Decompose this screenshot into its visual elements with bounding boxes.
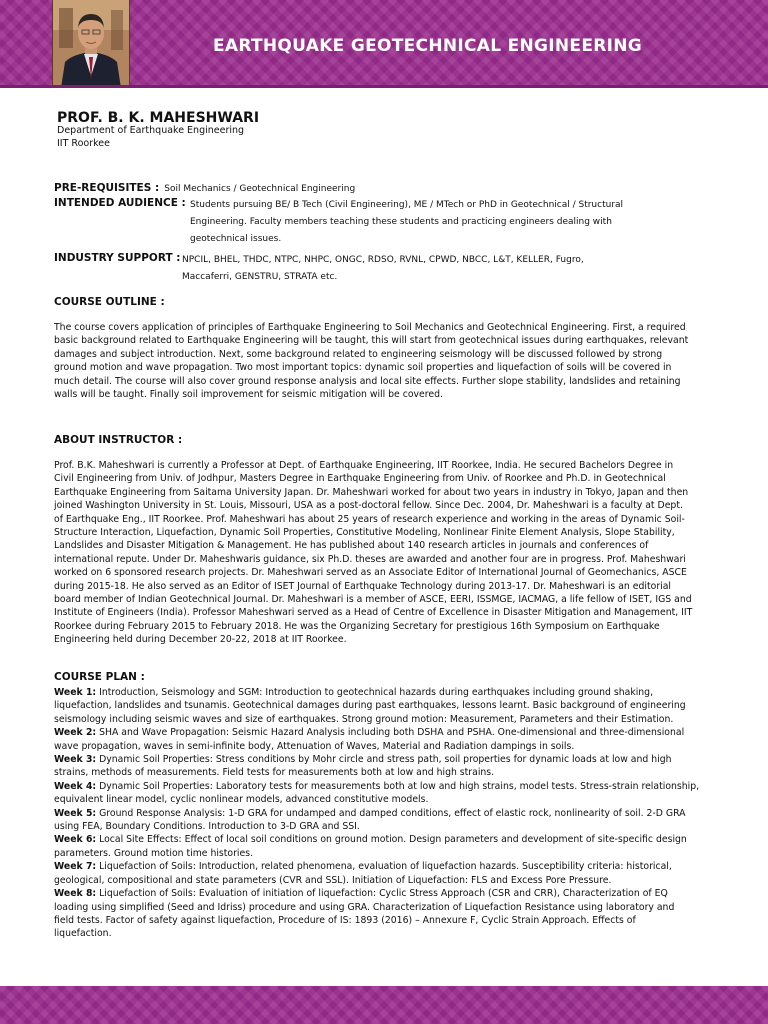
industry-label: INDUSTRY SUPPORT :: [54, 252, 181, 264]
week-text: Introduction, Seismology and SGM: Introduction to geotechnical hazards during earthquakes including ground shaking,: [96, 687, 654, 698]
week-label: Week 2:: [54, 727, 97, 739]
audience-text: [190, 197, 623, 248]
week-text: strains, methods of measurements. Field tests for measurements both at low and high strains.: [54, 767, 495, 779]
prerequisites-row: [54, 176, 355, 195]
week-1: [54, 686, 714, 726]
industry-line: Maccaferri, GENSTRU, STRATA etc.: [182, 272, 338, 282]
instructor-name: PROF. B. K. MAHESHWARI: [57, 110, 260, 126]
header-banner: [0, 0, 768, 88]
about-line: Institute of Engineers (India). Professor Maheshwari served as a Head of Centre of Excellence in Disaster Mitigation and Management, IIT: [54, 607, 693, 619]
portrait-image: [53, 0, 129, 88]
about-line: Structure Interaction, Liquefaction, Dynamic Soil Properties, Constitutive Modeling, Nonlinear Finite Element Analysis, Slope Stability,: [54, 527, 675, 539]
week-label: Week 5:: [54, 807, 97, 819]
about-line: Roorkee during February 2015 to February 2018. He was the Organizing Secretary for prestigious 16th Symposium on Earthquake: [54, 620, 660, 632]
about-line: Civil Engineering from Univ. of Jodhpur, Masters Degree in Earthquake Engineering from Univ. of Roorkee and Ph.D. in Geotechnical: [54, 473, 666, 485]
outline-line: ground motion and wave propagation. Two most important topics: dynamic soil properties and liquefaction of soils will be covered in: [54, 362, 672, 374]
outline-line: walls will be taught. Finally soil improvement for seismic mitigation will be covered.: [54, 389, 443, 401]
course-outline-text: [54, 321, 714, 401]
about-line: Prof. B.K. Maheshwari is currently a Professor at Dept. of Earthquake Engineering, IIT Roorkee, India. He secured Bachelors Degree in: [54, 460, 674, 471]
outline-line: much detail. The course will also cover ground response analysis and local site effects. Further slope stability, landslides and retaining: [54, 375, 681, 387]
week-text: geological, compositional and state parameters (CVR and SSL). Initiation of Liquefaction: FLS and Excess Pore Pressure.: [54, 874, 612, 886]
week-label: Week 1:: [54, 687, 97, 698]
about-line: joined Washington University in St. Louis, Missouri, USA as a post-doctoral fellow. Since Dec. 2004, Dr. Maheshwari is a faculty at Dept.: [54, 500, 683, 512]
week-text: equivalent linear model, cyclic nonlinear models, advanced constitutive models.: [54, 794, 429, 806]
week-label: Week 4:: [54, 780, 97, 792]
week-text: wave propagation, waves in semi-infinite body, Attenuation of Waves, Material and Radiation dampings in soils.: [54, 740, 575, 752]
week-text: loading using simplified (Seed and Idriss) procedure and using GRA. Characterization of Liquefaction Resistance using laboratory and: [54, 901, 675, 913]
week-3: [54, 753, 714, 780]
week-text: Liquefaction of Soils: Introduction, related phenomena, evaluation of liquefaction hazards. Susceptibility criteria: historical,: [96, 861, 672, 873]
institute-text: IIT Roorkee: [57, 138, 110, 149]
about-line: worked on 6 sponsored research projects. Dr. Maheshwari served as an Associate Editor of International Journal of Geomechanics, ASCE: [54, 567, 687, 579]
week-8: [54, 887, 714, 941]
department-text: Department of Earthquake Engineering: [57, 125, 245, 136]
week-2: [54, 726, 714, 753]
about-line: of Earthquake Eng., IIT Roorkee. Prof. Maheshwari has about 25 years of research experience and working in the areas of Dynamic Soil-: [54, 513, 685, 525]
week-text: field tests. Factor of safety against liquefaction, Procedure of IS: 1893 (2016) – Annexure F, Cyclic Strain Approach. Effects of: [54, 914, 636, 926]
audience-line: geotechnical issues.: [190, 234, 282, 244]
week-text: liquefaction, landslides and tsunamis. Geotechnical damages during past earthquakes, lessons learnt. Basic background of engineering: [54, 700, 686, 712]
week-text: parameters. Ground motion time histories.: [54, 847, 254, 859]
audience-line: Students pursuing BE/ B Tech (Civil Engineering), ME / MTech or PhD in Geotechnical / Structural: [190, 200, 624, 210]
week-5: [54, 807, 714, 834]
outline-line: The course covers application of principles of Earthquake Engineering to Soil Mechanics and Geotechnical Engineering. First, a required: [54, 322, 686, 333]
week-4: [54, 780, 714, 807]
week-label: Week 7:: [54, 861, 97, 873]
week-text: SHA and Wave Propagation: Seismic Hazard Analysis including both DSHA and PSHA. One-dimensional and three-dimensional: [96, 727, 685, 739]
week-text: seismology including seismic waves and size of earthquakes. Strong ground motion: Measurement, Parameters and their Estimation.: [54, 713, 674, 725]
week-label: Week 8:: [54, 888, 97, 900]
week-6: [54, 833, 714, 860]
about-line: during 2015-18. He also served as an Editor of ISET Journal of Earthquake Technology during 2013-17. Dr. Maheshwari is an editorial: [54, 580, 671, 592]
week-text: Ground Response Analysis: 1-D GRA for undamped and damped conditions, effect of elastic rock, nonlinearity of soil. 2-D GRA: [96, 807, 686, 819]
instructor-affiliation: [57, 124, 244, 150]
prerequisites-value: Soil Mechanics / Geotechnical Engineering: [164, 184, 356, 194]
week-text: Liquefaction of Soils: Evaluation of initiation of liquefaction: Cyclic Stress Approach (CSR and CRR), Characterization of EQ: [96, 888, 668, 900]
course-plan-heading: COURSE PLAN :: [54, 671, 145, 683]
week-text: Dynamic Soil Properties: Laboratory tests for measurements both at low and high strains, model tests. Stress-strain relationship,: [96, 780, 700, 792]
course-plan-list: [54, 686, 714, 941]
industry-text: [182, 252, 584, 286]
about-line: international repute. Under Dr. Maheshwaris guidance, six Ph.D. theses are awarded and another four are in progress. Prof. Maheshwari: [54, 553, 686, 565]
course-outline-heading: COURSE OUTLINE :: [54, 296, 165, 308]
instructor-photo: [52, 0, 130, 88]
about-line: Earthquake Engineering from Saitama University Japan. Dr. Maheshwari worked for about two years in industry in Tokyo, Japan and then: [54, 486, 689, 498]
about-instructor-heading: ABOUT INSTRUCTOR :: [54, 434, 183, 446]
outline-line: basic background related to Earthquake Engineering will be taught, this will start from geotechnical issues during earthquakes, relevant: [54, 335, 689, 347]
week-label: Week 6:: [54, 834, 97, 846]
week-text: Dynamic Soil Properties: Stress conditions by Mohr circle and stress path, soil properties for dynamic loads at low and high: [96, 754, 672, 766]
about-line: Engineering held during December 20-22, 2018 at IIT Roorkee.: [54, 634, 347, 646]
about-instructor-text: [54, 459, 714, 647]
about-line: Landslides and Disaster Mitigation & Management. He has published about 140 research articles in journals and conferences of: [54, 540, 649, 552]
outline-line: damages and subject introduction. Next, some background related to engineering seismology will be discussed followed by strong: [54, 348, 663, 360]
footer-band: [0, 986, 768, 1024]
industry-line: NPCIL, BHEL, THDC, NTPC, NHPC, ONGC, RDSO, RVNL, CPWD, NBCC, L&T, KELLER, Fugro,: [182, 255, 584, 265]
audience-label: INTENDED AUDIENCE :: [54, 197, 186, 209]
week-label: Week 3:: [54, 754, 97, 766]
course-title: EARTHQUAKE GEOTECHNICAL ENGINEERING: [213, 36, 643, 56]
about-line: board member of Indian Geotechnical Journal. Dr. Maheshwari is a member of ASCE, EERI, ISSMGE, IACMAG, a life fellow of ISET, IGS and: [54, 594, 692, 606]
week-text: Local Site Effects: Effect of local soil conditions on ground motion. Design parameters and development of site-specific design: [96, 834, 687, 846]
week-7: [54, 860, 714, 887]
prerequisites-label: PRE-REQUISITES :: [54, 182, 160, 194]
week-text: using FEA, Boundary Conditions. Introduction to 3-D GRA and SSI.: [54, 821, 360, 833]
week-text: liquefaction.: [54, 928, 112, 940]
audience-line: Engineering. Faculty members teaching these students and practicing engineers dealing with: [190, 217, 612, 227]
